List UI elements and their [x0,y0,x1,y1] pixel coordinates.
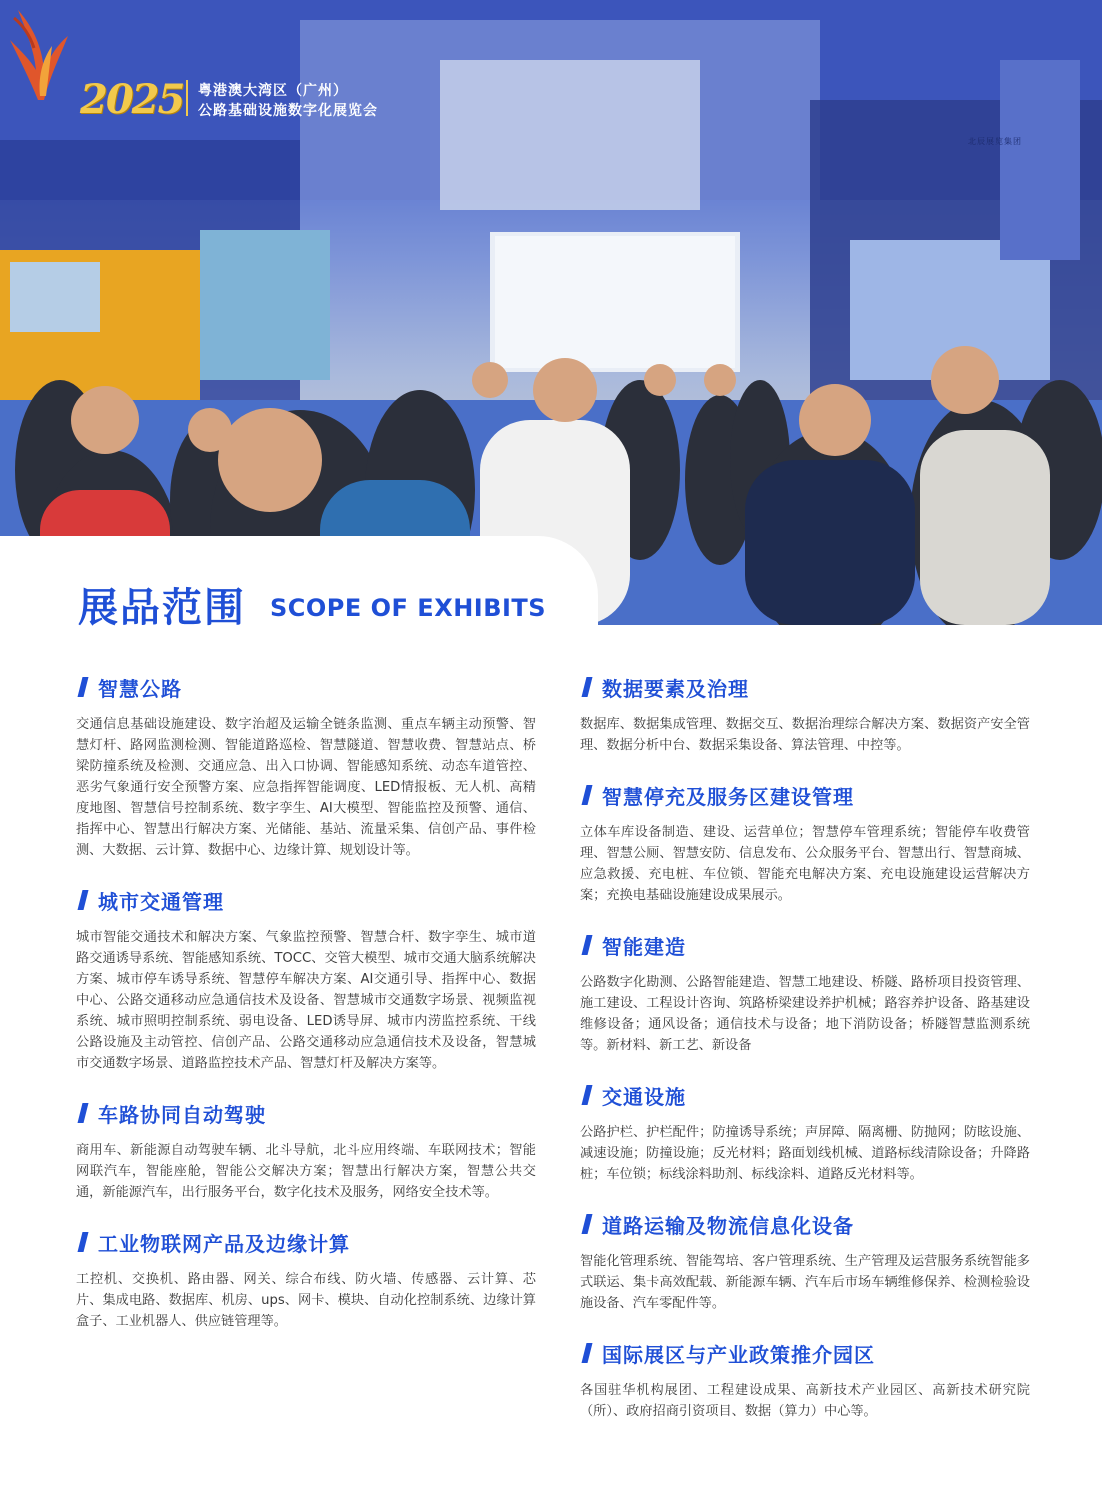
section-body: 数据库、数据集成管理、数据交互、数据治理综合解决方案、数据资产安全管理、数据分析中台、数据采集设备、算法管理、中控等。 [580,717,1030,753]
section-title: 工业物联网产品及边缘计算 [98,1231,350,1256]
section-body: 智能化管理系统、智能驾培、客户管理系统、生产管理及运营服务系统智能多式联运、集卡高效配载、新能源车辆、汽车后市场车辆维修保养、检测检验设施设备、汽车零配件等。 [580,1254,1030,1311]
section-body: 交通信息基础设施建设、数字治超及运输全链条监测、重点车辆主动预警、智慧灯杆、路网监测检测、智能道路巡检、智慧隧道、智慧收费、智慧站点、桥梁防撞系统及检测、交通应急、出入口协调、智能感知系统、动态车道管控、恶劣气象通行安全预警方案、应急指挥智能调度、LED情报板、无人机、高精度地图、智慧信号控制系统、数字孪生、AI大模型、智能监控及预警、通信、指挥中心、智慧出行解决方案、光储能、基站、流量采集、信创产品、事件检测、大数据、云计算、数据中心、边缘计算、规划设计等。 [76,717,536,858]
section-body: 各国驻华机构展团、工程建设成果、高新技术产业园区、高新技术研究院（所）、政府招商引资项目、数据（算力）中心等。 [580,1383,1030,1419]
section-international-zone [580,1338,1030,1422]
section-smart-construction [580,930,1030,1056]
page-title-english: SCOPE OF EXHIBITS [270,594,547,622]
section-marker-icon [582,1343,593,1363]
brand-name: 北辰展览集团 [968,137,1022,146]
section-traffic-facilities [580,1080,1030,1185]
section-marker-icon [582,935,593,955]
section-title: 智能建造 [602,934,686,959]
section-body: 工控机、交换机、路由器、网关、综合布线、防火墙、传感器、云计算、芯片、集成电路、数据库、机房、ups、网卡、模块、自动化控制系统、边缘计算盒子、工业机器人、供应链管理等。 [76,1272,536,1329]
section-marker-icon [78,677,89,697]
section-title: 车路协同自动驾驶 [98,1102,266,1127]
left-column [76,672,536,1356]
section-title: 数据要素及治理 [602,676,749,701]
expo-year-logo: 2025 [80,76,184,123]
section-iiot-edge [76,1227,536,1332]
section-title: 智慧公路 [98,676,182,701]
section-marker-icon [78,1232,89,1252]
section-smart-highway [76,672,536,861]
section-title: 道路运输及物流信息化设备 [602,1213,854,1238]
expo-name-line2: 公路基础设施数字化展览会 [198,103,378,119]
section-title: 国际展区与产业政策推介园区 [602,1342,875,1367]
section-data-governance [580,672,1030,756]
section-title: 交通设施 [602,1084,686,1109]
section-v2x-autonomous [76,1098,536,1203]
section-body: 商用车、新能源自动驾驶车辆、北斗导航，北斗应用终端、车联网技术；智能网联汽车，智能座舱，智能公交解决方案；智慧出行解决方案，智慧公共交通，新能源汽车，出行服务平台，数字化技术及服务，网络安全技术等。 [76,1143,536,1200]
section-body: 立体车库设备制造、建设、运营单位；智慧停车管理系统；智能停车收费管理、智慧公厕、智慧安防、信息发布、公众服务平台、智慧出行、智慧商城、应急救援、充电桩、车位锁、智能充电解决方案、充电设施建设运营解决方案；充换电基础设施建设成果展示。 [580,825,1030,903]
section-marker-icon [78,890,89,910]
section-marker-icon [582,677,593,697]
section-body: 公路护栏、护栏配件；防撞诱导系统；声屏障、隔离栅、防抛网；防眩设施、减速设施；防撞设施；反光材料；路面划线机械、道路标线清除设备；升降路桩；车位锁；标线涂料助剂、标线涂料、道路反光材料等。 [580,1125,1030,1182]
logo-divider [186,80,188,116]
section-marker-icon [582,1085,593,1105]
section-marker-icon [582,1214,593,1234]
section-body: 公路数字化勘测、公路智能建造、智慧工地建设、桥隧、路桥项目投资管理、施工建设、工程设计咨询、筑路桥梁建设养护机械；路容养护设备、路基建设维修设备；通风设备；通信技术与设备；地下消防设备；桥隧智慧监测系统等。新材料、新工艺、新设备 [580,975,1030,1053]
right-column [580,672,1030,1446]
page-title: 展品范围 [78,585,246,631]
section-marker-icon [582,785,593,805]
section-title: 智慧停充及服务区建设管理 [602,784,854,809]
section-title: 城市交通管理 [98,889,224,914]
phoenix-logo-icon [0,0,76,110]
section-marker-icon [78,1103,89,1123]
section-logistics-it [580,1209,1030,1314]
section-parking-charging [580,780,1030,906]
section-body: 城市智能交通技术和解决方案、气象监控预警、智慧合杆、数字孪生、城市道路交通诱导系统、智能感知系统、TOCC、交管大模型、城市交通大脑系统解决方案、城市停车诱导系统、智慧停车解决方案、AI交通引导、指挥中心、数据中心、公路交通移动应急通信技术及设备、智慧城市交通数字场景、视频监视系统、城市照明控制系统、弱电设备、LED诱导屏、城市内涝监控系统、干线公路设施及主动管控、信创产品、公路交通移动应急通信技术及设备，智慧城市交通数字场景、道路监控技术产品、智慧灯杆及解决方案等。 [76,930,536,1071]
expo-name-line1: 粤港澳大湾区（广州） [198,83,348,99]
hero-photo [0,0,1102,625]
section-urban-traffic [76,885,536,1074]
